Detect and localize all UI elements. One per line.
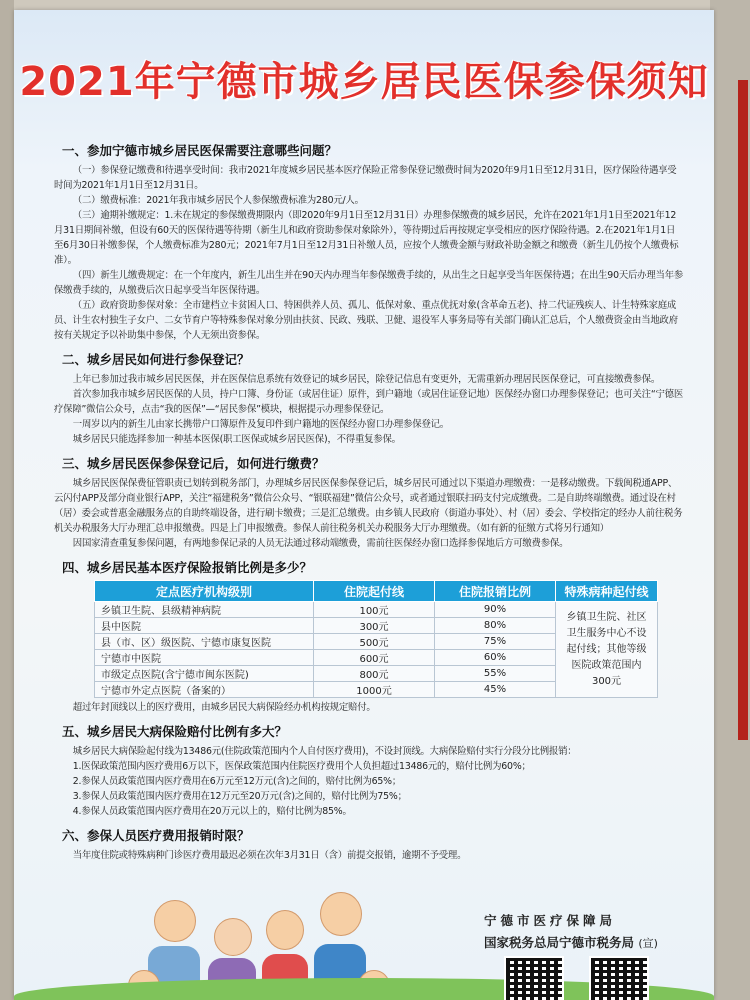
section-2-para-2: 首次参加我市城乡居民医保的人员，持户口簿、身份证（或居住证）原件，到户籍地（或居住证登记地）医保经办窗口办理参保登记；也可关注“宁德医疗保障”微信公众号，点击“我的医保”—“居民参保”模块，根据提示办理参保登记。 xyxy=(54,389,684,415)
qr-code-wechat[interactable] xyxy=(504,956,564,1000)
table-cell: 90% xyxy=(435,602,556,618)
table-cell: 1000元 xyxy=(314,682,435,698)
table-cell: 宁德市外定点医院（备案的） xyxy=(95,682,314,698)
table-header: 特殊病种起付线 xyxy=(556,581,658,602)
red-banner-edge xyxy=(738,80,748,740)
table-cell: 300元 xyxy=(314,618,435,634)
table-header: 住院报销比例 xyxy=(435,581,556,602)
section-5-heading: 五、城乡居民大病保险赔付比例有多大？ xyxy=(62,724,288,739)
table-cell: 100元 xyxy=(314,602,435,618)
section-1-para-2: （二）缴费标准：2021年我市城乡居民个人参保缴费标准为280元/人。 xyxy=(72,195,364,206)
table-cell: 75% xyxy=(435,634,556,650)
issuing-agencies xyxy=(484,910,658,955)
section-5-item: 3.参保人员政策范围内医疗费用在12万元至20万元(含)之间的，赔付比例为75%； xyxy=(72,791,407,802)
section-1-heading: 一、参加宁德市城乡居民医保需要注意哪些问题？ xyxy=(62,143,338,158)
table-cell: 55% xyxy=(435,666,556,682)
section-2-para-4: 城乡居民只能选择参加一种基本医保(职工医保或城乡居民医保)，不得重复参保。 xyxy=(72,434,401,445)
section-2-para-1: 上年已参加过我市城乡居民医保，并在医保信息系统有效登记的城乡居民，除登记信息有变更外，无需重新办理居民医保登记，可直接缴费参保。 xyxy=(72,374,661,385)
table-cell: 乡镇卫生院、县级精神病院 xyxy=(95,602,314,618)
agency-tax-bureau xyxy=(484,932,658,955)
table-cell: 500元 xyxy=(314,634,435,650)
table-cell: 45% xyxy=(435,682,556,698)
section-5-intro: 城乡居民大病保险起付线为13486元(住院政策范围内个人自付医疗费用)，不设封顶线。大病保险赔付实行分段分比例报销： xyxy=(72,746,577,757)
table-cell: 县中医院 xyxy=(95,618,314,634)
special-disease-threshold: 乡镇卫生院、社区卫生服务中心不设起付线；其他等级医院政策范围内300元 xyxy=(556,602,658,698)
section-3-para-1: 城乡居民医保保费征管职责已划转到税务部门，办理城乡居民医保参保登记后，城乡居民可通过以下渠道办理缴费：一是移动缴费。下载闽税通APP、云闪付APP及部分商业银行APP，关注“福建税务”微信公众号、“银联福建”微信公众号，或者通过银联扫码支付完成缴费。二是自助终端缴费。通过设在村（居）委会或普惠金融服务点的自助终端设备，进行刷卡缴费；三是汇总缴费。由乡镇人民政府（街道办事处）、村（居）委会、学校指定的经办人前往税务机关办税服务大厅办理汇总申报缴费。四是上门申报缴费。参保人前往税务机关办税服务大厅办理缴费。（如有新的征缴方式将另行通知） xyxy=(54,478,683,534)
section-5-item: 1.医保政策范围内医疗费用6万以下，医保政策范围内住院医疗费用个人负担超过13486元的，赔付比例为60%； xyxy=(72,761,531,772)
agency-tax-bureau-label: 国家税务总局宁德市税务局 xyxy=(484,935,635,950)
qr-code-tax[interactable] xyxy=(589,956,649,1000)
section-1-para-4: （四）新生儿缴费规定：在一个年度内，新生儿出生并在90天内办理当年参保缴费手续的，从出生之日起享受当年医保待遇；在出生90天后办理当年参保缴费手续的，从缴费后次日起享受当年医保待遇。 xyxy=(54,270,684,296)
table-header: 定点医疗机构级别 xyxy=(95,581,314,602)
table-row xyxy=(95,602,658,618)
table-cell: 60% xyxy=(435,650,556,666)
section-6-para-1: 当年度住院或特殊病种门诊医疗费用最迟必须在次年3月31日（含）前提交报销，逾期不予受理。 xyxy=(72,850,467,861)
poster-content xyxy=(54,134,684,863)
section-3-para-2: 因国家清查重复参保问题，有两地参保记录的人员无法通过移动端缴费，需前往医保经办窗口选择参保地后方可缴费参保。 xyxy=(72,538,569,549)
table-cell: 800元 xyxy=(314,666,435,682)
table-header-row xyxy=(95,581,658,602)
wall-left xyxy=(0,0,14,1000)
section-4-note: 超过年封顶线以上的医疗费用，由城乡居民大病保险经办机构按规定赔付。 xyxy=(72,702,376,713)
table-cell: 80% xyxy=(435,618,556,634)
section-3-heading: 三、城乡居民医保参保登记后，如何进行缴费？ xyxy=(62,456,325,471)
section-1-para-1: （一）参保登记缴费和待遇享受时间：我市2021年度城乡居民基本医疗保险正常参保登记缴费时间为2020年9月1日至12月31日，医疗保险待遇享受时间为2021年1月1日至12月31日。 xyxy=(54,165,677,191)
notice-poster xyxy=(14,10,714,1000)
section-2-heading: 二、城乡居民如何进行参保登记？ xyxy=(62,352,250,367)
section-1-para-3: （三）逾期补缴规定：1.未在规定的参保缴费期限内（即2020年9月1日至12月31日）办理参保缴费的城乡居民，允许在2021年1月1日至2021年12月31日期间补缴，但设有60天的医保待遇等待期（新生儿和政府资助参保对象除外），等待期过后再按规定享受相应的医疗保险待遇。2.在2021年1月1日至6月30日补缴参保，个人缴费标准为280元；2021年7月1日至12月31日补缴人员，应按个人缴费金额与财政补助金额之和缴费（新生儿仍按个人缴费标准）。 xyxy=(54,210,679,266)
poster-title: 2021年宁德市城乡居民医保参保须知 xyxy=(19,59,709,105)
section-2-para-3: 一周岁以内的新生儿由家长携带户口簿原件及复印件到户籍地的医保经办窗口办理参保登记。 xyxy=(72,419,449,430)
agency-medical-security: 宁德市医疗保障局 xyxy=(484,913,617,928)
seal-mark: (宣) xyxy=(638,937,658,950)
section-5-item: 4.参保人员政策范围内医疗费用在20万元以上的，赔付比例为85%。 xyxy=(72,806,352,817)
section-6-heading: 六、参保人员医疗费用报销时限？ xyxy=(62,828,250,843)
section-5-item: 2.参保人员政策范围内医疗费用在6万元至12万元(含)之间的，赔付比例为65%； xyxy=(72,776,402,787)
table-cell: 市级定点医院(含宁德市闽东医院) xyxy=(95,666,314,682)
reimbursement-table xyxy=(94,580,658,698)
section-4-heading: 四、城乡居民基本医疗保险报销比例是多少？ xyxy=(62,560,313,575)
table-cell: 县（市、区）级医院、宁德市康复医院 xyxy=(95,634,314,650)
table-header: 住院起付线 xyxy=(314,581,435,602)
table-cell: 宁德市中医院 xyxy=(95,650,314,666)
table-cell: 600元 xyxy=(314,650,435,666)
section-1-para-5: （五）政府资助参保对象：全市建档立卡贫困人口、特困供养人员、孤儿、低保对象、重点优抚对象(含革命五老)、持二代证残疾人、计生特殊家庭成员、计生农村独生子女户、二女节育户等特殊参保对象分别由扶贫、民政、残联、卫健、退役军人事务局等有关部门确认汇总后，个人缴费资金由当地政府按有关规定予以补助集中参保，个人无须出资参保。 xyxy=(54,300,678,341)
